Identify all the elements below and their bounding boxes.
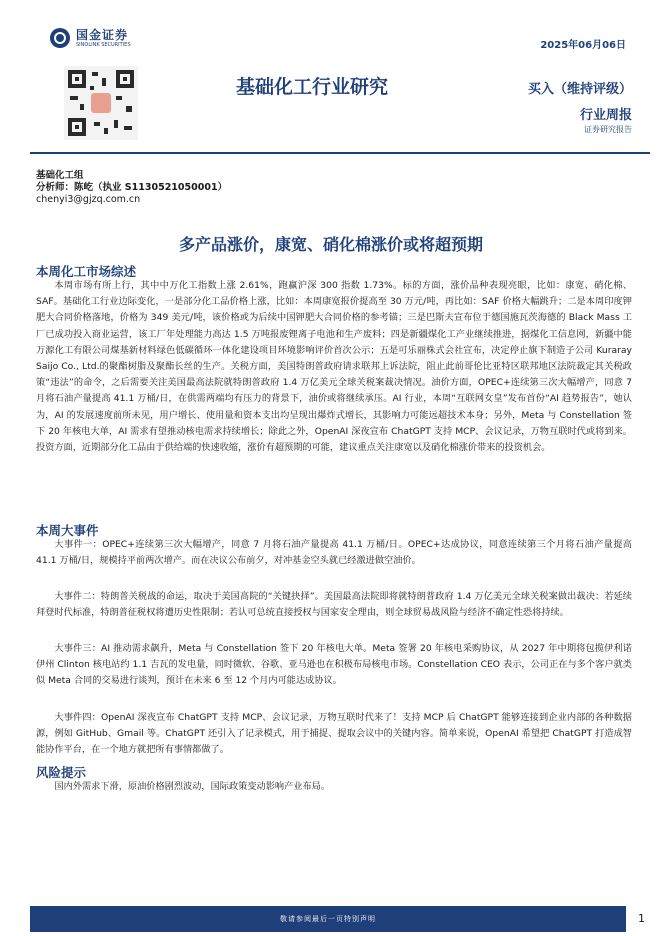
analyst-group: 基础化工组 — [36, 170, 84, 181]
section-heading-events: 本周大事件 — [36, 523, 99, 538]
rating-badge: 买入（维持评级） — [527, 82, 632, 97]
report-date: 2025年06月06日 — [540, 40, 626, 51]
report-header — [0, 0, 662, 158]
header-divider — [30, 152, 650, 154]
paragraph-event-1: 大事件一：OPEC+连续第三次大幅增产，同意 7 月将石油产量提高 41.1 万桶/日。OPEC+达成协议，同意连续第三个月将石油产量提高 41.1 万桶/日，规模持平前两次增产。而在决议公布前夕，对冲基金空头就已经激进做空油价。 — [36, 539, 632, 567]
analyst-name: 分析师：陈屹（执业 S1130521050001） — [36, 182, 228, 193]
company-logo — [50, 28, 131, 48]
paragraph-event-3: 大事件三：AI 推动需求飙升，Meta 与 Constellation 签下 20 年核电大单。Meta 签署 20 年核电采购协议，从 2027 年中期将包揽伊利诺伊州 Clinton 核电站约 1.1 吉瓦的发电量，同时微软、谷歌、亚马逊也在积极布局核电市场。Constellation CEO 表示，公司正在与多个客户就类似 Meta 合同的交易进行谈判，预计在未来 6 至 12 个月内可能达成协议。 — [36, 643, 632, 687]
logo-name-en: SINOLINK SECURITIES — [76, 41, 131, 48]
analyst-info — [36, 170, 227, 206]
logo-name-cn: 国金证券 — [76, 27, 129, 42]
report-type: 行业周报 — [579, 108, 632, 123]
logo-circle-icon — [50, 28, 70, 48]
analyst-email[interactable]: chenyi3@gjzq.com.cn — [36, 194, 141, 205]
paragraph-market-review: 本周市场有所上行，其中中万化工指数上涨 2.61%，跑赢沪深 300 指数 1.73%。标的方面，涨价品种表现亮眼，比如：康宽、硝化棉、SAF。基础化工行业边际变化，一是部分化工品价格上涨，比如：本周康宽报价提高至 30 万元/吨，再比如：SAF 价格大幅跳升；二是本周印度钾肥大合同价格落地，价格为 349 美元/吨，该价格或为后续中国钾肥大合同价格的参考锚；三是巴斯夫宣布位于德国施瓦茨海德的 Black Mass 工厂已成功投入商业运营，该工厂年处理能力高达 1.5 万吨报废锂离子电池和生产废料；四是新疆煤化工产业继续推进，据煤化工信息网，新疆中能万源化工有限公司煤基新材料绿色低碳循环一体化建设项目环境影响评价首次公示；五是可乐丽株式会社宣布，决定停止旗下制造子公司 Kuraray Saijo Co., Ltd.的聚酯树脂及聚酯长丝的生产。关税方面，美国特朗普政府请求联邦上诉法院，阻止此前哥伦比亚特区联邦地区法院裁定其关税政策“违法”的命令，之后需要关注美国最高法院就特朗普政府 1.4 万亿美元全球关税案裁决情况。油价方面，OPEC+连续第三次大幅增产，同意 7 月将石油产量提高 41.1 万桶/日，在供需两端均有压力的背景下，油价或将继续承压。AI 行业，本周“互联网女皇”发布首份“AI 趋势报告”，她认为，AI 的发展速度前所未见，用户增长、使用量和资本支出均呈现出爆炸式增长，其影响力可能远超技术本身；另外，Meta 与 Constellation 签下 20 年核电大单，AI 需求有望推动核电需求持续增长；除此之外，OpenAI 深夜宣布 ChatGPT 支持 MCP、会议记录，万物互联时代或将到来。投资方面，近期部分化工品由于供给端的快速收缩，涨价有超预期的可能，建议重点关注康宽以及硝化棉涨价带来的投资机会。 — [36, 280, 632, 454]
page-number: 1 — [638, 912, 645, 925]
footer-disclaimer-link[interactable]: 敬请参阅最后一页特别声明 — [280, 915, 376, 923]
page-title: 多产品涨价，康宽、硝化棉涨价或将超预期 — [178, 235, 483, 254]
paragraph-risk: 国内外需求下滑，原油价格剧烈波动，国际政策变动影响产业布局。 — [54, 781, 331, 792]
report-category-title: 基础化工行业研究 — [236, 76, 389, 98]
paragraph-event-2: 大事件二：特朗普关税战的命运，取决于美国高院的“关键抉择”。美国最高法院即将就特朗普政府 1.4 万亿美元全球关税案做出裁决：若延续拜登时代标准，特朗普征税权将遭历史性限制；若认可总统直接授权与国家安全理由，则全球贸易战风险与经济不确定性恐将持续。 — [36, 591, 632, 619]
paragraph-event-4: 大事件四：OpenAI 深夜宣布 ChatGPT 支持 MCP、会议记录，万物互联时代来了！支持 MCP 后 ChatGPT 能够连接到企业内部的各种数据源，例如 GitHub、Gmail 等。ChatGPT 还引入了记录模式，用于捕捉、提取会议中的关键内容。简单来说，OpenAI 希望把 ChatGPT 打造成智能协作平台，在一个地方就把所有事情都做了。 — [36, 712, 632, 756]
report-kind: 证券研究报告 — [584, 125, 632, 134]
section-heading-market-review: 本周化工市场综述 — [36, 264, 137, 279]
section-heading-risk: 风险提示 — [36, 765, 87, 780]
footer-bar — [30, 906, 626, 932]
qr-center-logo-icon — [91, 93, 111, 113]
qr-code-icon — [64, 66, 138, 140]
